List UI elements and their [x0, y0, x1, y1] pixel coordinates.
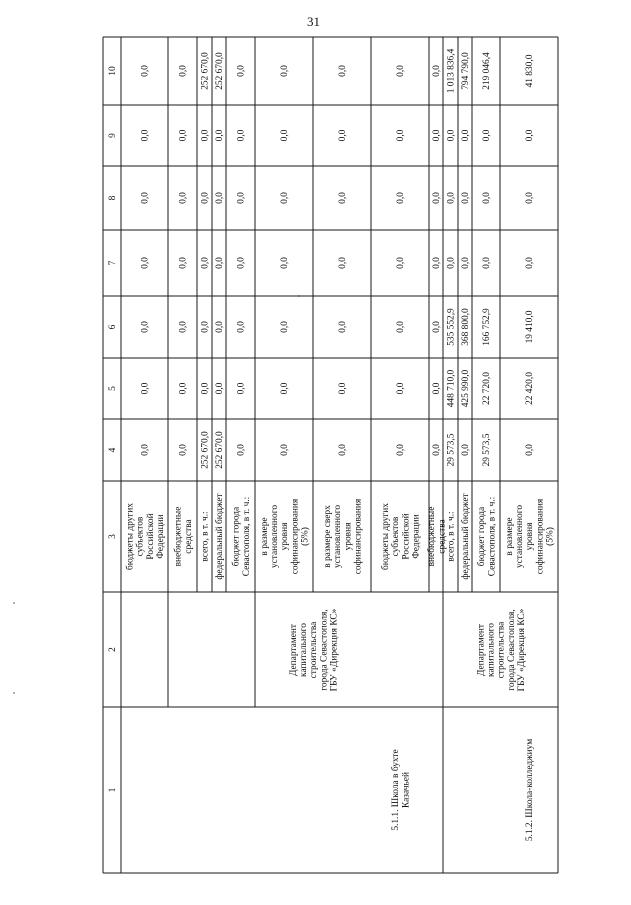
- value-cell: [338, 129, 348, 141]
- value-cell-line: 252 670,0: [215, 431, 226, 469]
- header-cell-line: 6: [108, 324, 119, 330]
- value-cell: [525, 257, 535, 269]
- value-cell-line: 0,0: [396, 382, 407, 395]
- executor-line: капитального: [299, 623, 309, 677]
- value-cell-line: 0,0: [178, 65, 189, 77]
- value-cell-line: 0,0: [432, 65, 443, 77]
- funding-source-line: внебюджетные: [427, 506, 438, 567]
- value-cell-line: 0,0: [446, 192, 457, 204]
- value-cell: [179, 382, 189, 394]
- value-cell: [280, 444, 290, 456]
- value-cell-line: 252 670,0: [215, 52, 226, 90]
- funding-source-line: (5%): [545, 527, 556, 546]
- funding-source: [231, 497, 252, 577]
- value-cell-line: 0,0: [338, 257, 349, 269]
- value-cell: [280, 65, 290, 77]
- value-cell: [215, 52, 225, 90]
- value-cell: [237, 321, 247, 333]
- value-cell: [215, 192, 225, 204]
- value-cell-line: 0,0: [338, 129, 349, 142]
- value-cell: [201, 257, 211, 269]
- value-cell-line: 0,0: [215, 257, 226, 269]
- value-cell: [461, 444, 471, 456]
- table-text: [108, 48, 555, 841]
- value-cell-line: 0,0: [432, 321, 443, 333]
- value-cell: [482, 192, 492, 204]
- value-cell-line: 0,0: [140, 129, 151, 142]
- value-cell-line: 425 990,0: [461, 369, 472, 408]
- value-cell-line: 0,0: [396, 444, 407, 456]
- value-cell: [461, 192, 471, 204]
- executor-line: города Севастополя,: [506, 609, 517, 691]
- value-cell: [338, 257, 348, 269]
- value-cell: [396, 192, 406, 204]
- value-cell: [525, 372, 535, 405]
- value-cell: [447, 433, 457, 466]
- value-cell-line: 41 830,0: [525, 54, 536, 88]
- funding-source: [124, 503, 166, 570]
- header-cell: [108, 647, 118, 652]
- value-cell-line: 794 790,0: [461, 52, 472, 90]
- value-cell: [525, 444, 535, 456]
- value-cell-line: 22 420,0: [525, 372, 536, 405]
- header-cell: [108, 447, 118, 452]
- value-cell-line: 368 800,0: [461, 308, 472, 346]
- value-cell-line: 0,0: [432, 257, 443, 269]
- funding-source: [505, 498, 556, 574]
- funding-source-line: средства: [183, 519, 194, 554]
- funding-source: [214, 493, 225, 579]
- value-cell-line: 0,0: [461, 257, 472, 269]
- value-cell: [179, 65, 189, 77]
- funding-source-line: федеральный бюджет: [215, 493, 226, 580]
- value-cell: [525, 192, 535, 204]
- funding-source: [447, 511, 457, 561]
- header-cell-line: 4: [108, 447, 119, 453]
- value-cell: [432, 192, 442, 204]
- value-cell-line: 0,0: [200, 321, 211, 333]
- header-cell: [108, 324, 118, 329]
- header-cell-line: 10: [108, 66, 119, 76]
- funding-source-line: уровня: [343, 522, 354, 551]
- value-cell-line: 0,0: [338, 65, 349, 77]
- value-cell-line: 29 573,5: [482, 433, 493, 467]
- funding-source-line: внебюджетные: [173, 506, 184, 567]
- funding-source-line: Федерации: [156, 514, 166, 559]
- header-cell-line: 2: [108, 647, 119, 652]
- value-cell: [525, 129, 535, 141]
- value-cell-line: 0,0: [236, 129, 247, 142]
- value-cell: [179, 321, 189, 333]
- value-cell-line: 0,0: [482, 192, 493, 204]
- value-cell: [201, 431, 211, 469]
- value-cell: [141, 257, 151, 269]
- value-cell-line: 0,0: [178, 382, 189, 395]
- header-cell: [108, 260, 118, 265]
- value-cell-line: 0,0: [461, 129, 472, 142]
- funding-source: [260, 498, 311, 574]
- value-cell-line: 29 573,5: [446, 433, 457, 467]
- value-cell-line: 0,0: [482, 129, 493, 142]
- header-cell-line: 3: [108, 534, 119, 539]
- object-name-line: 5.1.1. Школа в бухте: [391, 749, 402, 831]
- value-cell-line: 252 670,0: [200, 431, 211, 469]
- value-cell-line: 0,0: [432, 129, 443, 142]
- value-cell: [338, 382, 348, 394]
- header-cell: [108, 386, 118, 391]
- value-cell-line: 0,0: [215, 129, 226, 142]
- value-cell-line: 19 410,0: [525, 310, 536, 344]
- funding-source-line: Федерации: [411, 514, 422, 559]
- value-cell-line: 535 552,9: [446, 308, 457, 346]
- header-cell-line: 8: [108, 195, 119, 201]
- value-cell-line: 0,0: [178, 444, 189, 456]
- funding-source: [323, 498, 364, 574]
- value-cell: [447, 129, 457, 141]
- funding-source-line: уровня: [280, 522, 291, 551]
- value-cell: [237, 192, 247, 204]
- value-cell-line: 0,0: [446, 129, 457, 142]
- funding-source-line: бюджеты других: [125, 503, 136, 570]
- value-cell: [447, 192, 457, 204]
- funding-source-line: бюджет города: [477, 506, 488, 567]
- funding-source: [380, 503, 422, 570]
- value-cell: [461, 52, 471, 90]
- value-cell: [215, 257, 225, 269]
- value-cell: [141, 382, 151, 394]
- executor-line: Департамент: [476, 624, 487, 676]
- object-name: [525, 739, 535, 841]
- value-cell: [396, 129, 406, 141]
- value-cell-line: 0,0: [461, 192, 472, 204]
- header-cell-line: 7: [108, 260, 119, 266]
- value-cell: [237, 129, 247, 141]
- value-cell-line: 219 046,4: [482, 52, 493, 90]
- value-cell: [141, 321, 151, 333]
- value-cell-line: 0,0: [338, 192, 349, 204]
- executor-line: ГБУ «Дирекция КС»: [329, 608, 340, 692]
- value-cell-line: 0,0: [200, 192, 211, 204]
- funding-source-line: Российской: [145, 513, 156, 560]
- value-cell-line: 0,0: [396, 257, 407, 269]
- funding-source-line: федеральный бюджет: [461, 493, 472, 580]
- funding-source-line: (5%): [300, 527, 311, 546]
- value-cell-line: 252 670,0: [200, 52, 211, 90]
- object-name-line: 5.1.2. Школа-колледжиум: [525, 738, 536, 842]
- value-cell: [201, 52, 211, 90]
- value-cell: [482, 308, 492, 346]
- value-cell: [432, 382, 442, 394]
- value-cell-line: 0,0: [200, 129, 211, 142]
- value-cell: [179, 444, 189, 456]
- value-cell-line: 0,0: [140, 382, 151, 395]
- header-cell: [108, 534, 118, 539]
- value-cell: [280, 129, 290, 141]
- value-cell-line: 0,0: [525, 257, 536, 269]
- funding-source: [173, 507, 194, 567]
- funding-source-line: всего, в т. ч.:: [200, 511, 211, 562]
- value-cell-line: 0,0: [280, 192, 291, 204]
- value-cell: [280, 321, 290, 333]
- value-cell: [461, 308, 471, 346]
- value-cell: [432, 129, 442, 141]
- value-cell: [396, 444, 406, 456]
- funding-source: [476, 497, 497, 577]
- value-cell-line: 0,0: [215, 321, 226, 333]
- value-cell-line: 1 013 836,4: [446, 48, 457, 94]
- value-cell-line: 0,0: [396, 65, 407, 77]
- value-cell: [447, 48, 457, 93]
- object-name-line: Казачьей: [401, 772, 412, 808]
- value-cell-line: 0,0: [432, 444, 443, 456]
- value-cell-line: 0,0: [140, 257, 151, 269]
- value-cell: [201, 129, 211, 141]
- funding-source-line: всего, в т. ч.:: [446, 511, 457, 562]
- object-name: [390, 749, 411, 830]
- funding-source-line: установленного: [333, 504, 344, 569]
- value-cell: [482, 372, 492, 405]
- value-cell: [461, 257, 471, 269]
- funding-source-line: в размере сверх: [322, 505, 333, 568]
- value-cell-line: 0,0: [338, 444, 349, 456]
- value-cell-line: 0,0: [140, 444, 151, 456]
- value-cell: [447, 257, 457, 269]
- executor-line: ГБУ «Дирекция КС»: [517, 608, 528, 692]
- value-cell-line: 0,0: [140, 321, 151, 333]
- funding-source-line: Российской: [401, 513, 412, 560]
- value-cell-line: 0,0: [280, 65, 291, 77]
- funding-source-line: субъектов: [135, 516, 146, 557]
- value-cell-line: 448 710,0: [446, 369, 457, 408]
- value-cell: [179, 129, 189, 141]
- value-cell-line: 0,0: [338, 382, 349, 395]
- value-cell-line: 0,0: [396, 129, 407, 142]
- header-cell-line: 1: [108, 787, 119, 793]
- value-cell-line: 0,0: [200, 257, 211, 269]
- value-cell: [237, 444, 247, 456]
- scan-speck: [13, 692, 15, 694]
- header-cell-line: 5: [108, 386, 119, 391]
- value-cell-line: 0,0: [236, 321, 247, 333]
- funding-source-line: софинансирования: [353, 498, 364, 575]
- value-cell: [338, 444, 348, 456]
- value-cell-line: 0,0: [236, 257, 247, 269]
- value-cell-line: 0,0: [215, 382, 226, 395]
- value-cell: [461, 129, 471, 141]
- value-cell-line: 0,0: [396, 192, 407, 204]
- value-cell-line: 0,0: [461, 444, 472, 456]
- value-cell-line: 0,0: [215, 192, 226, 204]
- value-cell-line: 0,0: [140, 192, 151, 204]
- value-cell-line: 0,0: [446, 257, 457, 269]
- funding-source-line: софинансирования: [535, 498, 546, 575]
- scan-speck: [13, 602, 15, 604]
- executor: [476, 608, 527, 691]
- funding-source-line: Севастополя, в т. ч.:: [487, 496, 498, 577]
- value-cell-line: 0,0: [236, 65, 247, 77]
- header-cell: [108, 133, 118, 138]
- executor-line: строительства: [496, 621, 507, 679]
- value-cell: [280, 192, 290, 204]
- value-cell: [201, 192, 211, 204]
- value-cell-line: 0,0: [236, 192, 247, 204]
- value-cell: [215, 431, 225, 469]
- value-cell-line: 0,0: [432, 192, 443, 204]
- value-cell-line: 0,0: [396, 321, 407, 333]
- value-cell: [237, 382, 247, 394]
- value-cell-line: 0,0: [280, 129, 291, 142]
- value-cell: [396, 321, 406, 333]
- value-cell-line: 0,0: [432, 382, 443, 395]
- funding-source-line: установленного: [515, 504, 525, 569]
- executor-line: капитального: [486, 623, 497, 677]
- value-cell-line: 0,0: [338, 321, 349, 333]
- funding-source-line: бюджеты других: [380, 503, 391, 570]
- funding-source-line: в размере: [259, 517, 270, 556]
- value-cell: [482, 129, 492, 141]
- value-cell: [237, 65, 247, 77]
- value-cell: [179, 257, 189, 269]
- value-cell: [280, 257, 290, 269]
- executor: [289, 608, 340, 691]
- value-cell-line: 0,0: [280, 382, 291, 395]
- value-cell: [338, 192, 348, 204]
- funding-source-line: бюджет города: [231, 506, 242, 567]
- value-cell-line: 0,0: [525, 444, 536, 456]
- executor-line: города Севастополя,: [319, 609, 330, 691]
- value-cell-line: 0,0: [280, 321, 291, 333]
- header-cell: [108, 195, 118, 200]
- funding-source-line: в размере: [504, 517, 515, 556]
- value-cell: [179, 192, 189, 204]
- funding-source-line: уровня: [525, 522, 536, 551]
- funding-source-line: софинансирования: [290, 498, 301, 575]
- funding-source-line: установленного: [270, 504, 280, 569]
- value-cell: [201, 382, 211, 394]
- value-cell: [447, 308, 457, 346]
- value-cell-line: 166 752,9: [482, 308, 493, 346]
- value-cell: [432, 321, 442, 333]
- header-cell: [108, 787, 118, 792]
- value-cell: [215, 129, 225, 141]
- value-cell: [338, 321, 348, 333]
- value-cell-line: 0,0: [236, 444, 247, 456]
- funding-source: [426, 507, 447, 567]
- value-cell-line: 0,0: [178, 321, 189, 333]
- value-cell: [482, 433, 492, 466]
- value-cell-line: 0,0: [482, 257, 493, 269]
- value-cell: [432, 444, 442, 456]
- funding-source: [460, 493, 471, 579]
- value-cell: [215, 321, 225, 333]
- value-cell-line: 0,0: [200, 382, 211, 395]
- value-cell: [215, 382, 225, 394]
- value-cell-line: 0,0: [525, 129, 536, 142]
- value-cell: [432, 65, 442, 77]
- value-cell: [482, 52, 492, 90]
- value-cell: [396, 257, 406, 269]
- funding-source-line: Севастополя, в т. ч.:: [241, 496, 252, 577]
- funding-source-line: средства: [437, 519, 448, 554]
- value-cell: [141, 444, 151, 456]
- value-cell: [525, 54, 535, 87]
- value-cell-line: 0,0: [178, 192, 189, 204]
- funding-source: [201, 511, 211, 561]
- value-cell: [237, 257, 247, 269]
- value-cell-line: 0,0: [280, 257, 291, 269]
- value-cell-line: 22 720,0: [482, 372, 493, 405]
- value-cell: [201, 321, 211, 333]
- value-cell: [432, 257, 442, 269]
- executor-line: Департамент: [288, 624, 299, 676]
- value-cell-line: 0,0: [140, 65, 151, 77]
- value-cell: [141, 192, 151, 204]
- executor-line: строительства: [309, 621, 320, 679]
- value-cell: [280, 382, 290, 394]
- value-cell-line: 0,0: [236, 382, 247, 395]
- value-cell-line: 0,0: [178, 257, 189, 269]
- value-cell: [461, 369, 471, 407]
- header-cell-line: 9: [108, 133, 119, 138]
- value-cell: [447, 369, 457, 407]
- value-cell: [396, 382, 406, 394]
- value-cell: [141, 129, 151, 141]
- value-cell: [338, 65, 348, 77]
- value-cell-line: 0,0: [178, 129, 189, 142]
- value-cell: [482, 257, 492, 269]
- page-number: 31: [307, 14, 320, 29]
- value-cell-line: 0,0: [525, 192, 536, 204]
- value-cell: [141, 65, 151, 77]
- header-cell: [108, 66, 118, 76]
- value-cell: [396, 65, 406, 77]
- funding-source-line: субъектов: [391, 516, 402, 557]
- value-cell: [525, 310, 535, 343]
- value-cell-line: 0,0: [280, 444, 291, 456]
